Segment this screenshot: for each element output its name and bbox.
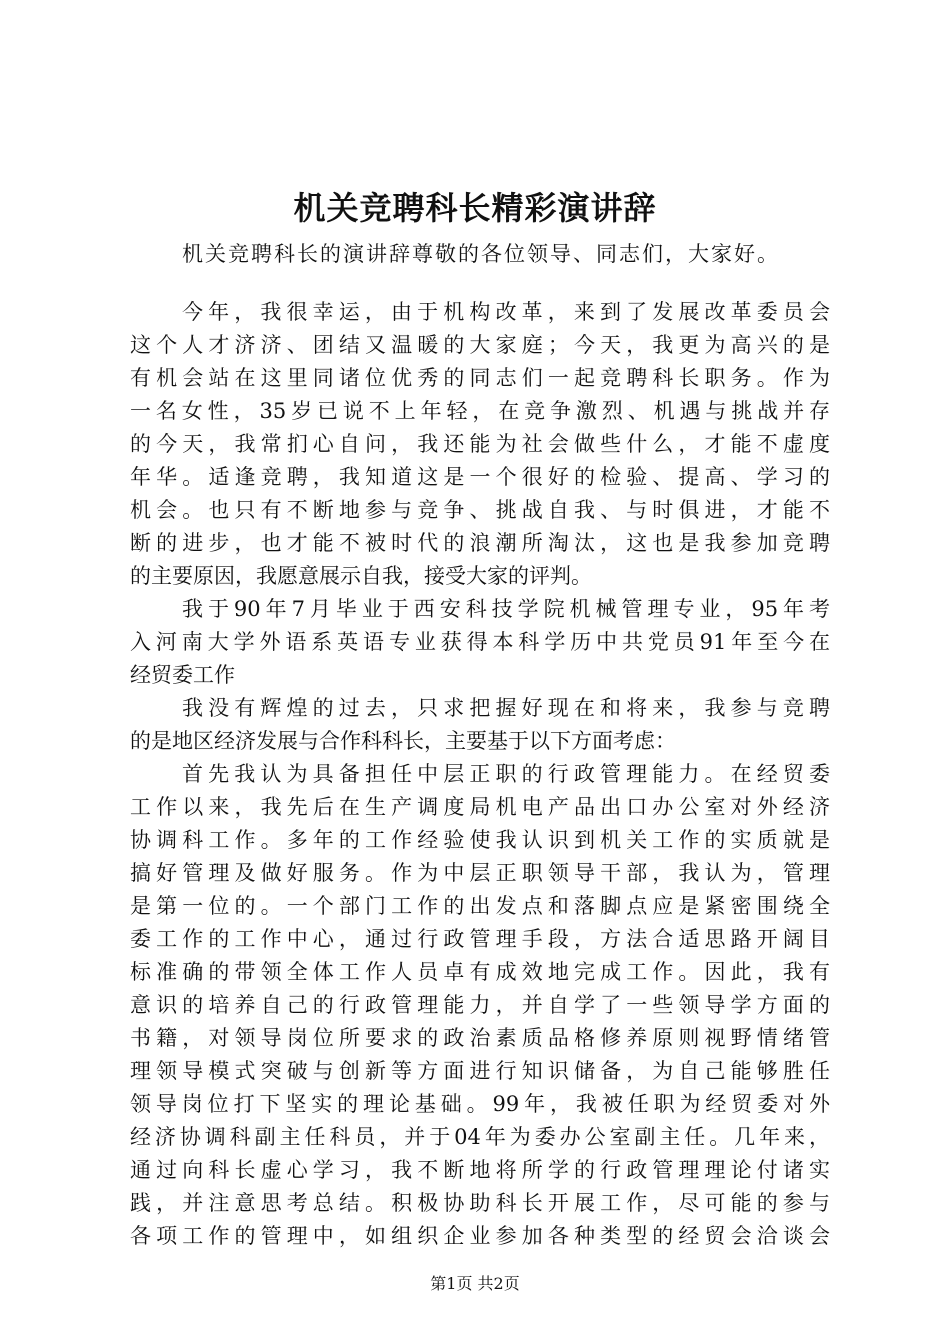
body-line: 入河南大学外语系英语专业获得本科学历中共党员91年至今在 [130, 630, 830, 654]
body-line: 有机会站在这里同诸位优秀的同志们一起竞聘科长职务。作为 [130, 366, 830, 390]
body-line: 首先我认为具备担任中层正职的行政管理能力。在经贸委 [182, 762, 830, 786]
body-line: 标准确的带领全体工作人员卓有成效地完成工作。因此，我有 [130, 960, 830, 984]
body-line: 践，并注意思考总结。积极协助科长开展工作，尽可能的参与 [130, 1191, 830, 1215]
body-line: 断的进步，也才能不被时代的浪潮所淘汰，这也是我参加竞聘 [130, 531, 830, 555]
body-line: 一名女性，35岁已说不上年轻，在竞争激烈、机遇与挑战并存 [130, 399, 830, 423]
body-line: 的今天，我常扪心自问，我还能为社会做些什么，才能不虚度 [130, 432, 830, 456]
body-line: 我于90年7月毕业于西安科技学院机械管理专业，95年考 [182, 597, 830, 621]
body-line: 工作以来，我先后在生产调度局机电产品出口办公室对外经济 [130, 795, 830, 819]
body-line: 今年，我很幸运，由于机构改革，来到了发展改革委员会 [182, 300, 830, 324]
body-line: 这个人才济济、团结又温暖的大家庭；今天，我更为高兴的是 [130, 333, 830, 357]
body-line: 书籍，对领导岗位所要求的政治素质品格修养原则视野情绪管 [130, 1026, 830, 1050]
body-line: 搞好管理及做好服务。作为中层正职领导干部，我认为，管理 [130, 861, 830, 885]
document-title: 机关竞聘科长精彩演讲辞 [293, 189, 657, 227]
body-line: 的是地区经济发展与合作科科长，主要基于以下方面考虑： [130, 729, 676, 753]
body-line: 领导岗位打下坚实的理论基础。99年，我被任职为经贸委对外 [130, 1092, 830, 1116]
body-line: 年华。适逢竞聘，我知道这是一个很好的检验、提高、学习的 [130, 465, 830, 489]
body-line: 是第一位的。一个部门工作的出发点和落脚点应是紧密围绕全 [130, 894, 830, 918]
intro-paragraph: 机关竞聘科长的演讲辞尊敬的各位领导、同志们，大家好。 [182, 242, 780, 266]
body-line: 各项工作的管理中，如组织企业参加各种类型的经贸会洽谈会 [130, 1224, 830, 1248]
body-line: 机会。也只有不断地参与竞争、挑战自我、与时俱进，才能不 [130, 498, 830, 522]
body-line: 委工作的工作中心，通过行政管理手段，方法合适思路开阔目 [130, 927, 830, 951]
body-line: 经贸委工作 [130, 663, 235, 687]
body-line: 协调科工作。多年的工作经验使我认识到机关工作的实质就是 [130, 828, 830, 852]
body-line: 通过向科长虚心学习，我不断地将所学的行政管理理论付诸实 [130, 1158, 830, 1182]
body-line: 理领导模式突破与创新等方面进行知识储备，为自己能够胜任 [130, 1059, 830, 1083]
body-line: 意识的培养自己的行政管理能力，并自学了一些领导学方面的 [130, 993, 830, 1017]
body-line: 经济协调科副主任科员，并于04年为委办公室副主任。几年来， [130, 1125, 830, 1149]
body-line: 的主要原因，我愿意展示自我，接受大家的评判。 [130, 564, 592, 588]
page-footer: 第1页 共2页 [430, 1274, 520, 1293]
body-line: 我没有辉煌的过去，只求把握好现在和将来，我参与竞聘 [182, 696, 830, 720]
